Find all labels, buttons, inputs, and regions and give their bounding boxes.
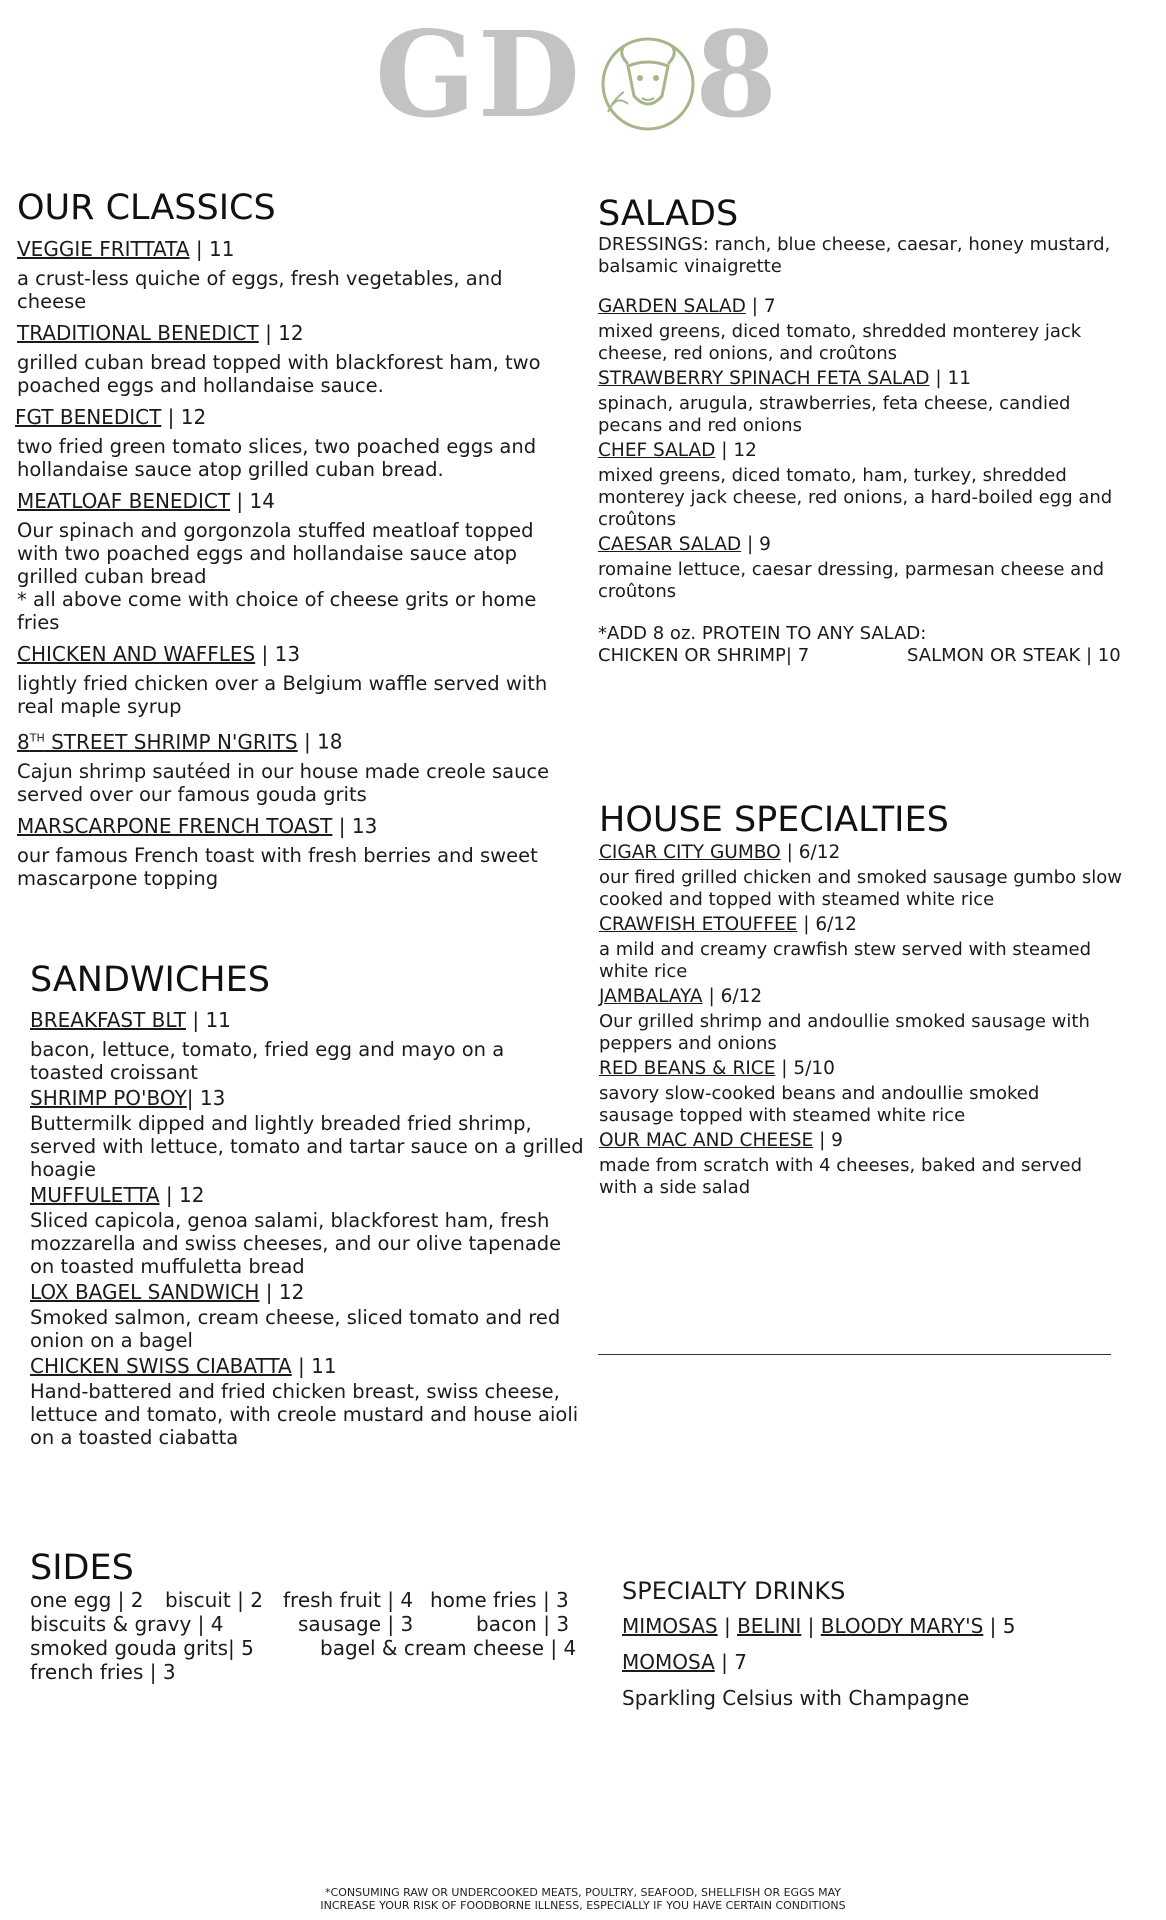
menu-item-description: Cajun shrimp sautéed in our house made creole sauce served over our famous gouda grits — [17, 759, 550, 806]
menu-item-title: CHEF SALAD | 12 — [598, 440, 757, 461]
classics-heading: OUR CLASSICS — [17, 188, 276, 228]
protein-options — [598, 645, 1138, 667]
drink-belini: BELINI — [737, 1614, 802, 1638]
protein-note: *ADD 8 oz. PROTEIN TO ANY SALAD: — [598, 623, 927, 644]
menu-item-title: FGT BENEDICT | 12 — [15, 405, 207, 429]
menu-item-description: Smoked salmon, cream cheese, sliced tomato and red onion on a bagel — [30, 1306, 561, 1352]
sides-row — [30, 1636, 590, 1660]
menu-item-title: RED BEANS & RICE | 5/10 — [599, 1058, 835, 1079]
menu-item-description: savory slow-cooked beans and andoullie smoked sausage topped with steamed white rice — [599, 1083, 1040, 1126]
health-disclaimer — [0, 1886, 1166, 1912]
logo-text-gd: GD — [375, 5, 583, 144]
menu-item-description: bacon, lettuce, tomato, fried egg and mayo on a toasted croissant — [30, 1038, 505, 1084]
menu-item-title: MEATLOAF BENEDICT | 14 — [17, 489, 275, 513]
menu-item-description: Hand-battered and fried chicken breast, swiss cheese, lettuce and tomato, with creole mustard and house aioli on a toasted ciabatta — [30, 1380, 579, 1449]
specialties-heading: HOUSE SPECIALTIES — [599, 800, 949, 840]
menu-item-title: MUFFULETTA | 12 — [30, 1183, 205, 1207]
menu-item-description: Sliced capicola, genoa salami, blackforest ham, fresh mozzarella and swiss cheeses, and our olive tapenade on toasted muffuletta bread — [30, 1209, 562, 1278]
menu-item-title: VEGGIE FRITTATA | 11 — [17, 237, 235, 261]
side-item: fresh fruit | 4 — [283, 1588, 414, 1612]
menu-item-title: JAMBALAYA | 6/12 — [599, 986, 763, 1007]
classics-section — [17, 188, 577, 890]
sandwiches-heading: SANDWICHES — [30, 960, 270, 1000]
salads-heading: SALADS — [598, 194, 739, 234]
salads-section — [598, 194, 1138, 667]
menu-item-title: SHRIMP PO'BOY| 13 — [30, 1086, 226, 1110]
menu-item-title: STRAWBERRY SPINACH FETA SALAD | 11 — [598, 368, 972, 389]
specialties-section — [599, 800, 1129, 1199]
sides-row — [30, 1588, 590, 1612]
bull-head-icon — [598, 34, 698, 134]
menu-item-description: spinach, arugula, strawberries, feta cheese, candied pecans and red onions — [598, 393, 1071, 436]
dressings-list: DRESSINGS: ranch, blue cheese, caesar, honey mustard, balsamic vinaigrette — [598, 234, 1111, 277]
menu-item-description: a mild and creamy crawfish stew served with steamed white rice — [599, 939, 1091, 982]
drinks-section — [622, 1576, 1122, 1710]
menu-item-title: CHICKEN AND WAFFLES | 13 — [17, 642, 301, 666]
menu-item-description: made from scratch with 4 cheeses, baked and served with a side salad — [599, 1155, 1083, 1198]
logo-text-8: 8 — [695, 5, 780, 144]
menu-item-description: our fired grilled chicken and smoked sausage gumbo slow cooked and topped with steamed white rice — [599, 867, 1122, 910]
menu-item-description: mixed greens, diced tomato, shredded monterey jack cheese, red onions, and croûtons — [598, 321, 1082, 364]
section-divider — [598, 1354, 1111, 1355]
menu-item-title: TRADITIONAL BENEDICT | 12 — [17, 321, 304, 345]
side-item: one egg | 2 — [30, 1588, 144, 1612]
sides-section — [30, 1548, 590, 1684]
menu-item-description: romaine lettuce, caesar dressing, parmesan cheese and croûtons — [598, 559, 1105, 602]
menu-item-description: our famous French toast with fresh berries and sweet mascarpone topping — [17, 843, 538, 890]
side-item: biscuits & gravy | 4 — [30, 1612, 224, 1636]
drink-bloody-marys: BLOODY MARY'S — [820, 1614, 984, 1638]
menu-item-description: mixed greens, diced tomato, ham, turkey, shredded monterey jack cheese, red onions, a hard-boiled egg and croûtons — [598, 465, 1113, 530]
menu-item-description: Our grilled shrimp and andoullie smoked sausage with peppers and onions — [599, 1011, 1090, 1054]
side-item: sausage | 3 — [298, 1612, 414, 1636]
sides-row — [30, 1612, 590, 1636]
drinks-line-cocktails: MIMOSAS | BELINI | BLOODY MARY'S | 5 — [622, 1614, 1016, 1638]
classics-side-note: * all above come with choice of cheese grits or home fries — [17, 588, 537, 634]
menu-item-title: CAESAR SALAD | 9 — [598, 534, 771, 555]
drinks-heading: SPECIALTY DRINKS — [622, 1577, 846, 1605]
menu-item-title: CIGAR CITY GUMBO | 6/12 — [599, 842, 841, 863]
protein-option-salmon-steak: SALMON OR STEAK | 10 — [907, 645, 1121, 666]
disclaimer-line-2: INCREASE YOUR RISK OF FOODBORNE ILLNESS, ESPECIALLY IF YOU HAVE CERTAIN CONDITIONS — [320, 1899, 846, 1912]
restaurant-logo — [375, 5, 780, 144]
menu-item-title: 8TH STREET SHRIMP N'GRITS | 18 — [17, 729, 343, 754]
drink-mimosas: MIMOSAS — [622, 1614, 718, 1638]
side-item: french fries | 3 — [30, 1660, 176, 1684]
menu-item-description: two fried green tomato slices, two poached eggs and hollandaise sauce atop grilled cuban bread. — [17, 435, 537, 481]
sides-row — [30, 1660, 590, 1684]
side-item: bagel & cream cheese | 4 — [320, 1636, 577, 1660]
side-item: home fries | 3 — [430, 1588, 569, 1612]
menu-item-title: LOX BAGEL SANDWICH | 12 — [30, 1280, 305, 1304]
menu-item-description: lightly fried chicken over a Belgium waffle served with real maple syrup — [17, 672, 548, 718]
menu-item-title: CHICKEN SWISS CIABATTA | 11 — [30, 1354, 337, 1378]
sandwiches-section — [30, 960, 586, 1449]
menu-item-title: MARSCARPONE FRENCH TOAST | 13 — [17, 813, 378, 838]
side-item: smoked gouda grits| 5 — [30, 1636, 254, 1660]
side-item: biscuit | 2 — [165, 1588, 263, 1612]
protein-option-chicken-shrimp: CHICKEN OR SHRIMP| 7 — [598, 645, 810, 666]
menu-item-title: OUR MAC AND CHEESE | 9 — [599, 1130, 843, 1151]
menu-item-description: a crust-less quiche of eggs, fresh vegetables, and cheese — [17, 267, 503, 313]
menu-item-description: Buttermilk dipped and lightly breaded fried shrimp, served with lettuce, tomato and tartar sauce on a grilled hoagie — [30, 1112, 584, 1181]
menu-item-description: grilled cuban bread topped with blackforest ham, two poached eggs and hollandaise sauce. — [17, 351, 541, 397]
menu-item-title: CRAWFISH ETOUFFEE | 6/12 — [599, 914, 857, 935]
drinks-line-momosa: MOMOSA | 7 — [622, 1650, 747, 1674]
menu-item-description: Our spinach and gorgonzola stuffed meatloaf topped with two poached eggs and hollandaise sauce atop grilled cuban bread — [17, 519, 534, 588]
momosa-description: Sparkling Celsius with Champagne — [622, 1686, 970, 1710]
menu-item-title: GARDEN SALAD | 7 — [598, 296, 776, 317]
side-item: bacon | 3 — [476, 1612, 570, 1636]
disclaimer-line-1: *CONSUMING RAW OR UNDERCOOKED MEATS, POULTRY, SEAFOOD, SHELLFISH OR EGGS MAY — [325, 1886, 841, 1899]
sides-heading: SIDES — [30, 1548, 134, 1588]
menu-item-title: BREAKFAST BLT | 11 — [30, 1008, 231, 1032]
